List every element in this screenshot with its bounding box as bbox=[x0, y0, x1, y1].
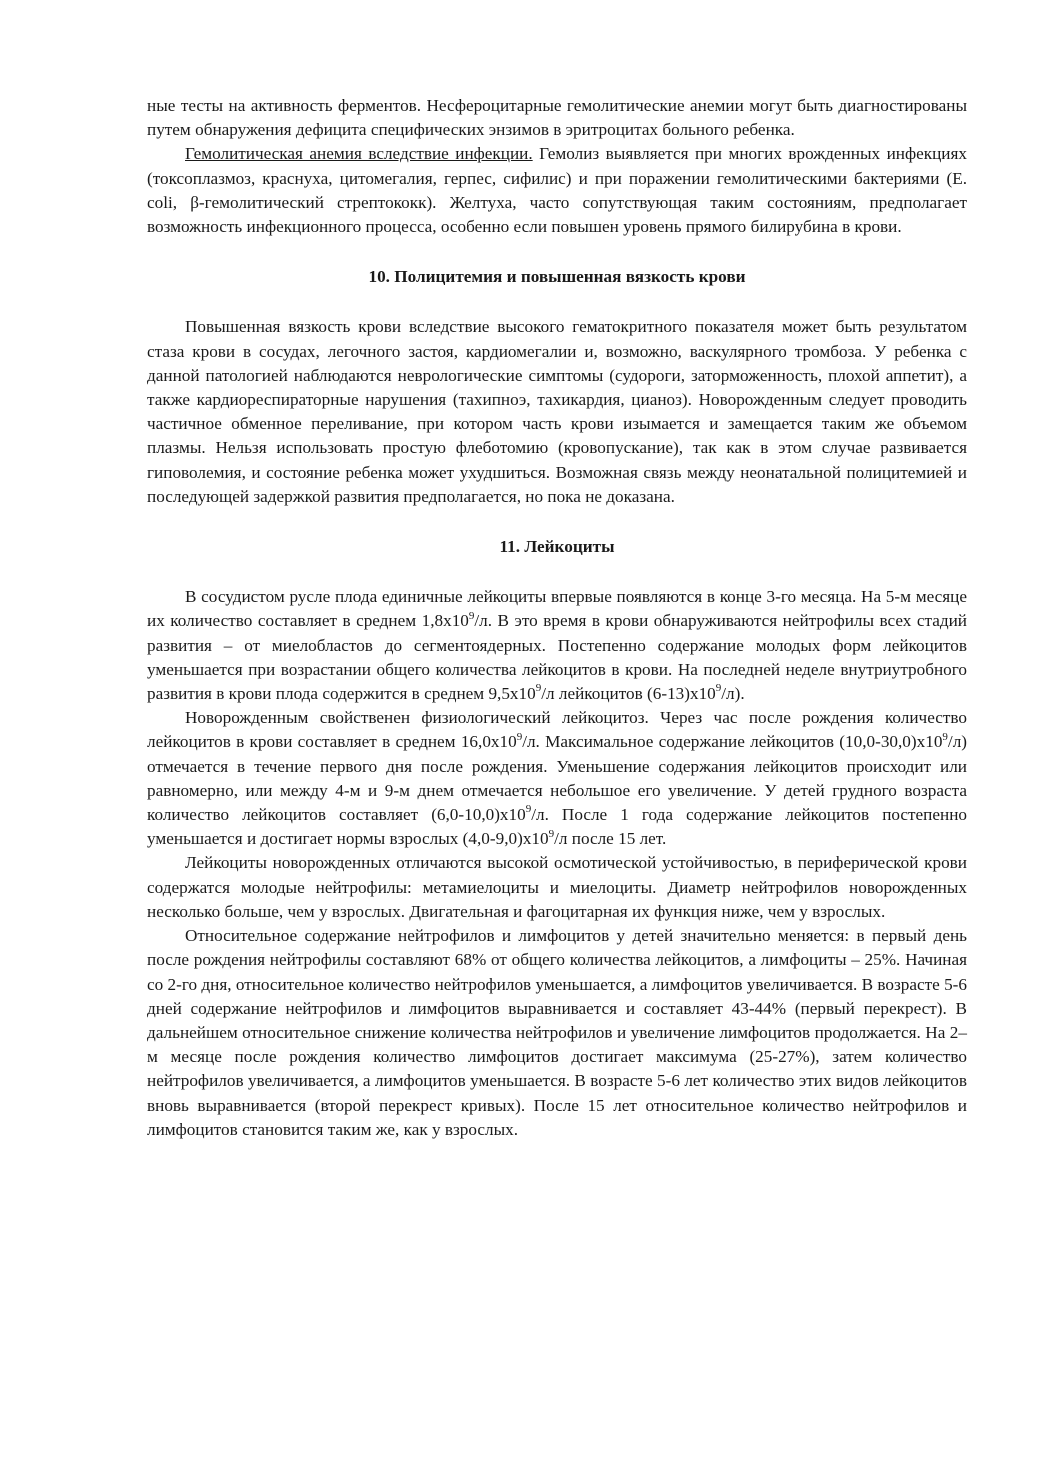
section-heading-leukocytes: 11. Лейкоциты bbox=[499, 537, 615, 557]
text-run: В сосудистом русле плода единичные лейкоциты впервые появляются в конце 3-го месяца. На 5-м месяце их количество составляет в среднем 1,8х10 bbox=[147, 587, 967, 631]
paragraph-relative-content bbox=[147, 924, 967, 1142]
superscript: 9 bbox=[715, 682, 722, 695]
superscript: 9 bbox=[535, 682, 542, 695]
document-page bbox=[147, 94, 967, 1142]
paragraph-underlined-lead: Гемолитическая анемия вследствие инфекции. bbox=[185, 144, 533, 164]
superscript: 9 bbox=[468, 609, 475, 622]
section-heading-polycythemia: 10. Полицитемия и повышенная вязкость крови bbox=[368, 267, 746, 287]
paragraph-text: Гемолиз выявляется при многих врожденных инфекциях (токсоплазмоз, краснуха, цитомегалия, герпес, сифилис) и при поражении гемолитическими бактериями (E. coli, β-гемолитический стрептококк). Желтуха, часто сопутствующая таким состояниям, предполагает возможность инфекционного процесса, особенно если повышен уровень прямого билирубина в крови. bbox=[147, 144, 967, 237]
paragraph-newborn-neutrophils bbox=[147, 851, 967, 924]
text-run: Новорожденным свойственен физиологический лейкоцитоз. Через час после рождения количество лейкоцитов в крови составляет в среднем 16,0х10 bbox=[147, 708, 967, 752]
text-run: /л. В это время в крови обнаруживаются нейтрофилы всех стадий развития – от миелобластов до сегментоядерных. Постепенно содержание молодых форм лейкоцитов уменьшается при возрастании общего количества лейкоцитов в крови. На последней неделе внутриутробного развития в крови плода содержится в среднем 9,5х10 bbox=[147, 611, 967, 704]
superscript: 9 bbox=[525, 803, 532, 816]
paragraph-viscosity bbox=[147, 315, 967, 509]
paragraph-text: Повышенная вязкость крови вследствие высокого гематокритного показателя может быть результатом стаза крови в сосудах, легочного застоя, кардиомегалии и, возможно, васкулярного тромбоза. У ребенка с данной патологией наблюдаются неврологические симптомы (судороги, заторможенность, плохой аппетит), а также кардиореспираторные нарушения (тахипноэ, тахикардия, цианоз). Новорожденным следует проводить частичное обменное переливание, при котором часть крови изымается и замещается таким же объемом плазмы. Нельзя использовать простую флеботомию (кровопускание), так как в этом случае развивается гиповолемия, и состояние ребенка может ухудшиться. Возможная связь между неонатальной полицитемией и последующей задержкой развития предполагается, но пока не доказана. bbox=[147, 317, 967, 506]
paragraph-text: Лейкоциты новорожденных отличаются высокой осмотической устойчивостью, в периферической крови содержатся молодые нейтрофилы: метамиелоциты и миелоциты. Диаметр нейтрофилов новорожденных несколько больше, чем у взрослых. Двигательная и фагоцитарная их функция ниже, чем у взрослых. bbox=[147, 853, 967, 921]
paragraph-enzyme-tests bbox=[147, 94, 967, 142]
paragraph-text: ные тесты на активность ферментов. Несфероцитарные гемолитические анемии могут быть диагностированы путем обнаружения дефицита специфических энзимов в эритроцитах больного ребенка. bbox=[147, 96, 967, 140]
superscript: 9 bbox=[516, 730, 523, 743]
paragraph-text: Относительное содержание нейтрофилов и лимфоцитов у детей значительно меняется: в первый день после рождения нейтрофилы составляют 68% от общего количества лейкоцитов, а лимфоциты – 25%. Начиная со 2-го дня, относительное количество нейтрофилов уменьшается, а лимфоцитов увеличивается. В возрасте 5-6 дней содержание нейтрофилов и лимфоцитов выравнивается и составляет 43-44% (первый перекрест). В дальнейшем относительное снижение количества нейтрофилов и увеличение лимфоцитов продолжается. На 2–м месяце после рождения количество лимфоцитов достигает максимума (25-27%), затем количество нейтрофилов увеличивается, а лимфоцитов уменьшается. В возрасте 5-6 лет количество этих видов лейкоцитов вновь выравнивается (второй перекрест кривых). После 15 лет относительное количество нейтрофилов и лимфоцитов становится таким же, как у взрослых. bbox=[147, 926, 967, 1139]
paragraph-fetal-leukocytes bbox=[147, 585, 967, 706]
text-run: /л. После 1 года содержание лейкоцитов постепенно уменьшается и достигает нормы взрослых (4,0-9,0)х10 bbox=[147, 805, 967, 849]
paragraph-infection-anemia bbox=[147, 142, 967, 239]
paragraph-newborn-leukocytosis bbox=[147, 706, 967, 851]
superscript: 9 bbox=[942, 730, 948, 743]
superscript: 9 bbox=[548, 827, 555, 840]
text-run: /л). bbox=[721, 684, 745, 704]
text-run: /л лейкоцитов (6-13)х10 bbox=[541, 684, 716, 704]
text-run: /л после 15 лет. bbox=[554, 829, 667, 849]
text-run: /л) отмечается в течение первого дня после рождения. Уменьшение содержания лейкоцитов происходит или равномерно, или между 4-м и 9-м днем отмечается небольшое его увеличение. У детей грудного возраста количество лейкоцитов составляет (6,0-10,0)х10 bbox=[147, 732, 967, 825]
text-run: /л. Максимальное содержание лейкоцитов (10,0-30,0)х10 bbox=[522, 732, 943, 752]
